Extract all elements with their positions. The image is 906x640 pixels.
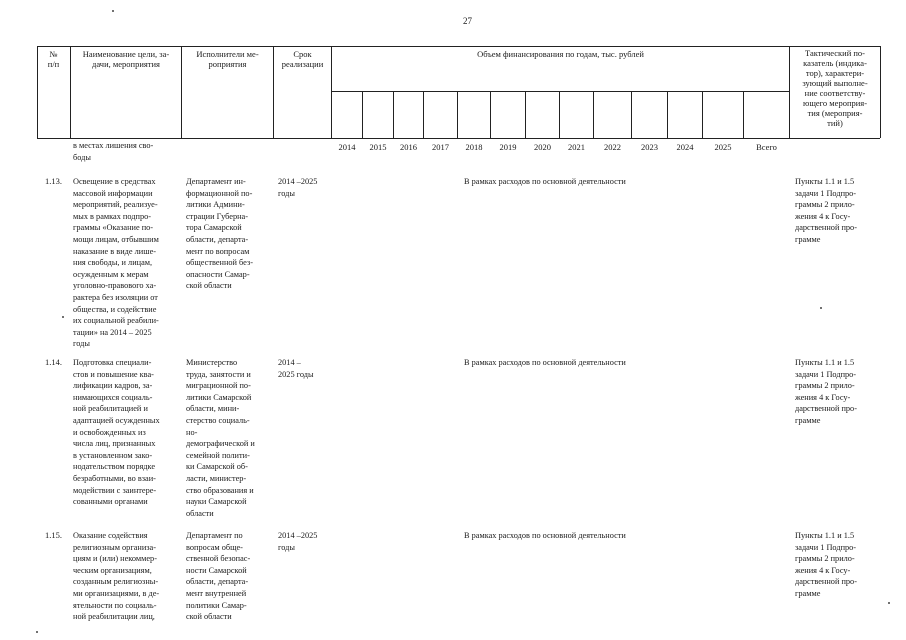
scan-speck — [36, 631, 38, 633]
header-finance: Объем финансирования по годам, тыс. рублей — [477, 49, 644, 59]
page-number: 27 — [463, 16, 472, 26]
scan-speck — [820, 307, 822, 309]
header-bottom-border — [37, 138, 880, 139]
year-2023: 2023 — [641, 142, 658, 152]
row-name: Освещение в средствах массовой информации мероприятий, реализуе- мых в рамках подпро- граммы «Оказание по- мощи лицам, отбывшим наказание в виде лише- ния свободы, и лицам, осужденным к мерам уголовно-правового ха- рактера без изоляции от общества, и содействие их социальной реабили- тации» на 2014 – 2025 годы — [73, 177, 159, 349]
row-tactical: Пункты 1.1 и 1.5 задачи 1 Подпро- граммы 2 прило- жения 4 к Госу- дарственной про- грамме — [795, 531, 857, 598]
row-executors: Министерство труда, занятости и миграционной по- литики Самарской области, мини- стерство социаль- но- демографической и семейной полити- ки Самарской об- ласти, министер- ство образования и науки Самарской области — [186, 358, 255, 518]
header-name: Наименование цели, за- дачи, мероприятия — [82, 49, 170, 69]
row-term: 2014 –2025 годы — [278, 531, 318, 552]
row-number: 1.14. — [45, 357, 62, 367]
row-term: 2014 –2025 годы — [278, 177, 318, 198]
row-number: 1.13. — [45, 176, 62, 186]
year-2014: 2014 — [338, 142, 356, 152]
row-name: Оказание содействия религиозным организа- циям и (или) некоммер- ческим организациям, созданным религиозны- ми организациями, в де- ятельности по социаль- ной реабилитации лиц, — [73, 531, 160, 622]
year-2016: 2016 — [400, 142, 417, 152]
row-executors: Департамент ин- формационной по- литики Админи- страции Губерна- тора Самарской области, департа- мент по вопросам общественной без- опасности Самар- ской области — [186, 177, 253, 291]
scan-speck — [112, 10, 114, 12]
col-border — [880, 46, 881, 138]
row-finance: В рамках расходов по основной деятельности — [464, 358, 626, 367]
year-2020: 2020 — [534, 142, 551, 152]
year-2017: 2017 — [432, 142, 449, 152]
row-tactical: Пункты 1.1 и 1.5 задачи 1 Подпро- граммы 2 прило- жения 4 к Госу- дарственной про- грамме — [795, 358, 857, 425]
year-2015: 2015 — [369, 142, 387, 152]
year-2025: 2025 — [714, 142, 732, 152]
row-number: 1.15. — [45, 530, 62, 540]
continuation-text: в местах лишения сво- боды — [73, 141, 154, 162]
year-total: Всего — [756, 142, 777, 152]
header-term: Срок реализации — [281, 49, 324, 69]
row-finance: В рамках расходов по основной деятельности — [464, 177, 626, 186]
row-tactical: Пункты 1.1 и 1.5 задачи 1 Подпро- граммы 2 прило- жения 4 к Госу- дарственной про- грамме — [795, 177, 857, 244]
row-term: 2014 – 2025 годы — [278, 358, 314, 379]
scan-speck — [62, 316, 64, 318]
header-tactical: Тактический по- казатель (индика- тор), характери- зующий выполне- ние соответству- ющего мероприя- тия (мероприя- тий) — [802, 48, 868, 128]
row-finance: В рамках расходов по основной деятельности — [464, 531, 626, 540]
year-2018: 2018 — [465, 142, 483, 152]
year-2022: 2022 — [604, 142, 621, 152]
header-executors: Исполнители ме- роприятия — [196, 49, 259, 69]
year-2019: 2019 — [499, 142, 517, 152]
year-2021: 2021 — [568, 142, 585, 152]
scan-speck — [888, 602, 890, 604]
row-executors: Департамент по вопросам обще- ственной безопас- ности Самарской области, департа- мент внутренней политики Самар- ской области — [186, 531, 251, 622]
row-name: Подготовка специали- стов и повышение ква- лификации кадров, за- нимающихся социаль- ной реабилитацией и адаптацией осужденных и освобожденных из числа лиц, признанных в установленном зако- нодательством порядке безработными, во взаи- модействии с заинтере- сованными органами — [73, 358, 160, 507]
header-num: № п/п — [47, 49, 60, 69]
year-2024: 2024 — [676, 142, 694, 152]
